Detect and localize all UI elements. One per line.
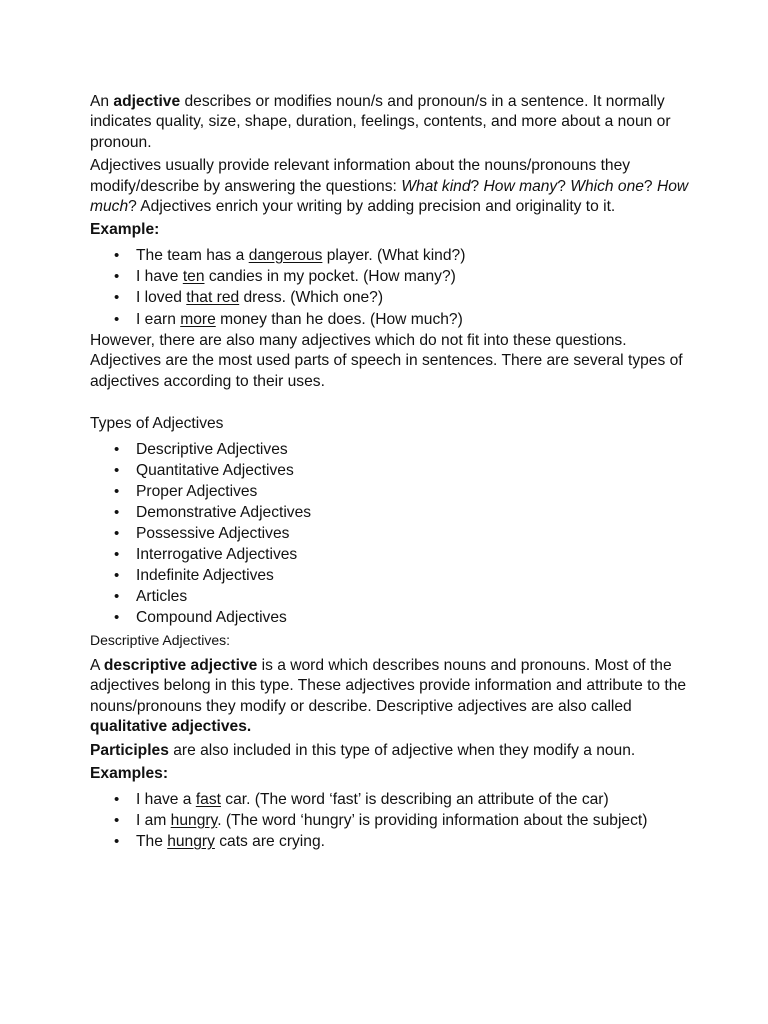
list-item	[90, 287, 690, 308]
descriptive-title: Descriptive Adjectives:	[90, 631, 231, 648]
descriptive-examples-list	[90, 789, 690, 853]
list-item: • Interrogative Adjectives	[90, 544, 690, 565]
text: dress. (Which one?)	[239, 289, 384, 307]
text: I loved	[136, 289, 187, 307]
underlined-word: hungry	[170, 811, 218, 829]
text: player. (What kind?)	[322, 246, 466, 264]
intro-paragraph-1	[90, 92, 690, 153]
term-descriptive-adjective: descriptive adjective	[103, 657, 258, 675]
list-item	[90, 789, 690, 810]
list-item	[90, 831, 690, 852]
text: . (The word ‘hungry’ is providing information about the subject)	[217, 811, 648, 829]
examples-heading: Examples:	[90, 765, 169, 783]
descriptive-paragraph-2	[90, 741, 690, 761]
types-list	[90, 439, 690, 628]
underlined-word: ten	[182, 268, 205, 286]
list-item: • Compound Adjectives	[90, 607, 690, 628]
list-item: • Descriptive Adjectives	[90, 439, 690, 460]
list-item	[90, 810, 690, 831]
underlined-word: that red	[186, 289, 240, 307]
document-body	[90, 92, 690, 853]
underlined-word: dangerous	[248, 246, 323, 264]
text: ?	[643, 177, 657, 195]
text: ?	[557, 177, 571, 195]
list-item: • Indefinite Adjectives	[90, 565, 690, 586]
text: I have a	[136, 790, 196, 808]
after-examples-paragraph: However, there are also many adjectives which do not fit into these questions. Adjectives are the most used parts of speech in sentences. There are several types of adjectives according to their uses.	[90, 332, 683, 390]
text: The team has a	[136, 246, 249, 264]
text: I earn	[136, 310, 181, 328]
intro-paragraph-2	[90, 156, 690, 217]
question-which-one: Which one	[570, 177, 644, 195]
example-heading: Example:	[90, 221, 160, 239]
term-adjective: adjective	[113, 93, 181, 110]
text: money than he does. (How much?)	[215, 310, 463, 328]
types-title: Types of Adjectives	[90, 415, 224, 433]
term-participles: Participles	[90, 741, 169, 759]
text: The	[136, 833, 168, 851]
list-item: • Quantitative Adjectives	[90, 460, 690, 481]
text: candies in my pocket. (How many?)	[204, 268, 456, 286]
list-item: • Possessive Adjectives	[90, 523, 690, 544]
text: I am	[136, 811, 171, 829]
text: describes or modifies noun/s and pronoun/s in a sentence. It normally indicates quality, size, shape, duration, feelings, contents, and more about a noun or pronoun.	[90, 93, 671, 151]
text: An	[90, 93, 114, 110]
underlined-word: more	[180, 310, 216, 328]
text: is a word which describes nouns and pronouns. Most of the adjectives belong in this type. These adjectives provide information and attribute to the nouns/pronouns they modify or describe. Descriptive adjectives are also called	[90, 657, 687, 715]
list-item: • Proper Adjectives	[90, 481, 690, 502]
question-how-many: How many	[483, 177, 558, 195]
text: Adjectives usually provide relevant information about the nouns/pronouns they modify/describe by answering the questions:	[90, 157, 631, 195]
list-item: • Articles	[90, 586, 690, 607]
text: I have	[136, 268, 183, 286]
text: cats are crying.	[214, 833, 325, 851]
list-item	[90, 309, 690, 330]
underlined-word: hungry	[167, 833, 215, 851]
text: A	[90, 657, 104, 675]
question-what-kind: What kind	[401, 177, 471, 195]
underlined-word: fast	[195, 790, 221, 808]
example-list	[90, 245, 690, 330]
descriptive-paragraph-1	[90, 656, 690, 738]
text: are also included in this type of adjective when they modify a noun.	[168, 741, 636, 759]
text: ?	[470, 177, 484, 195]
list-item	[90, 266, 690, 287]
term-qualitative-adjectives: qualitative adjectives.	[90, 718, 252, 736]
text: car. (The word ‘fast’ is describing an attribute of the car)	[220, 790, 609, 808]
text: ? Adjectives enrich your writing by adding precision and originality to it.	[128, 198, 616, 216]
question-how-much: How much	[90, 177, 689, 216]
list-item	[90, 245, 690, 266]
list-item: • Demonstrative Adjectives	[90, 502, 690, 523]
